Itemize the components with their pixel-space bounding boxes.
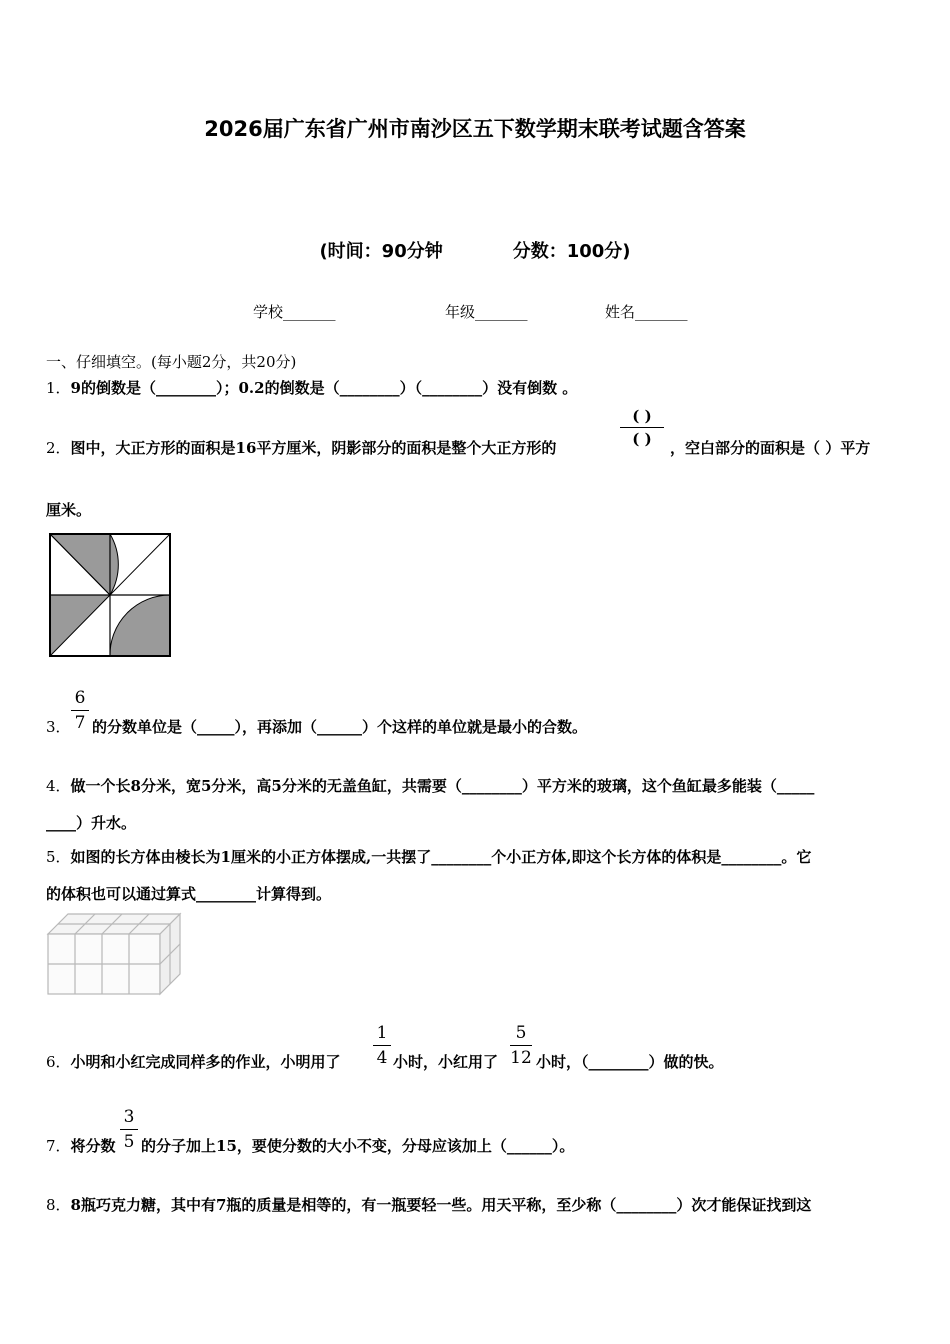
question-6	[46, 1051, 341, 1072]
question-7	[46, 1135, 116, 1156]
fraction-blank[interactable]	[616, 407, 668, 448]
question-1	[46, 377, 577, 398]
denominator: 12	[510, 1048, 532, 1068]
question-number: 1．	[46, 379, 71, 397]
question-7-text-b: 的分子加上15，要使分数的大小不变，分母应该加上（______）。	[141, 1137, 575, 1155]
numerator: 6	[74, 688, 86, 708]
question-2	[46, 437, 556, 458]
question-number: 5．	[46, 848, 71, 866]
question-3-number	[46, 716, 71, 737]
fraction-3-5	[118, 1107, 140, 1152]
question-text: 如图的长方体由棱长为1厘米的小正方体摆成,一共摆了________个小正方体,即这个长方体的体积是________。它	[70, 848, 812, 866]
numerator: 5	[515, 1023, 527, 1043]
denominator: 4	[376, 1048, 388, 1068]
numerator: 3	[123, 1107, 135, 1127]
question-text: 9的倒数是（________）；0.2的倒数是（________）（________）没有倒数 。	[70, 379, 578, 397]
fraction-5-12	[508, 1023, 534, 1068]
question-2-cont2: 厘米。	[46, 501, 92, 519]
square-figure	[48, 532, 173, 660]
question-number: 3．	[46, 718, 71, 736]
fraction-bar	[120, 1129, 138, 1130]
question-text: 将分数	[70, 1137, 116, 1155]
cuboid-figure	[44, 912, 184, 998]
section-heading: 一、仔细填空。(每小题2分，共20分)	[46, 353, 297, 371]
school-field[interactable]: 学校_______	[253, 303, 336, 321]
fraction-6-7	[69, 688, 91, 733]
question-4-cont: ____）升水。	[46, 814, 137, 832]
name-field[interactable]: 姓名_______	[605, 303, 688, 321]
question-8	[46, 1194, 811, 1215]
exam-meta	[0, 237, 950, 263]
question-number: 4．	[46, 777, 71, 795]
question-6-text-b: 小时，小红用了	[393, 1053, 499, 1071]
denominator: 7	[74, 713, 86, 733]
question-text: 做一个长8分米，宽5分米，高5分米的无盖鱼缸，共需要（________）平方米的玻璃，这个鱼缸最多能装（_____	[70, 777, 815, 795]
question-5	[46, 846, 811, 867]
question-number: 8．	[46, 1196, 71, 1214]
question-text: 8瓶巧克力糖，其中有7瓶的质量是相等的，有一瓶要轻一些。用天平称，至少称（________）次才能保证找到这	[70, 1196, 812, 1214]
question-text: 小明和小红完成同样多的作业，小明用了	[70, 1053, 341, 1071]
question-3-text: 的分数单位是（_____），再添加（______）个这样的单位就是最小的合数。	[92, 718, 588, 736]
fraction-bar	[373, 1045, 391, 1046]
question-4	[46, 775, 814, 796]
question-2-cont: ，空白部分的面积是（ ）平方	[670, 439, 871, 457]
question-number: 2．	[46, 439, 71, 457]
question-number: 6．	[46, 1053, 71, 1071]
fraction-bar	[71, 710, 89, 711]
fraction-numerator-blank: ( )	[632, 407, 652, 425]
question-5-cont: 的体积也可以通过算式________计算得到。	[46, 885, 332, 903]
fraction-bar	[620, 427, 664, 428]
denominator: 5	[123, 1132, 135, 1152]
fraction-denominator-blank: ( )	[632, 430, 652, 448]
grade-field[interactable]: 年级_______	[445, 303, 528, 321]
time-limit: (时间：90分钟	[319, 241, 443, 262]
question-text: 图中，大正方形的面积是16平方厘米，阴影部分的面积是整个大正方形的	[70, 439, 557, 457]
question-6-text-c: 小时，（________）做的快。	[536, 1053, 724, 1071]
page-title: 2026届广东省广州市南沙区五下数学期末联考试题含答案	[204, 117, 746, 141]
numerator: 1	[376, 1023, 388, 1043]
question-number: 7．	[46, 1137, 71, 1155]
fraction-bar	[510, 1045, 532, 1046]
total-score: 分数：100分)	[512, 241, 631, 262]
fraction-1-4	[371, 1023, 393, 1068]
